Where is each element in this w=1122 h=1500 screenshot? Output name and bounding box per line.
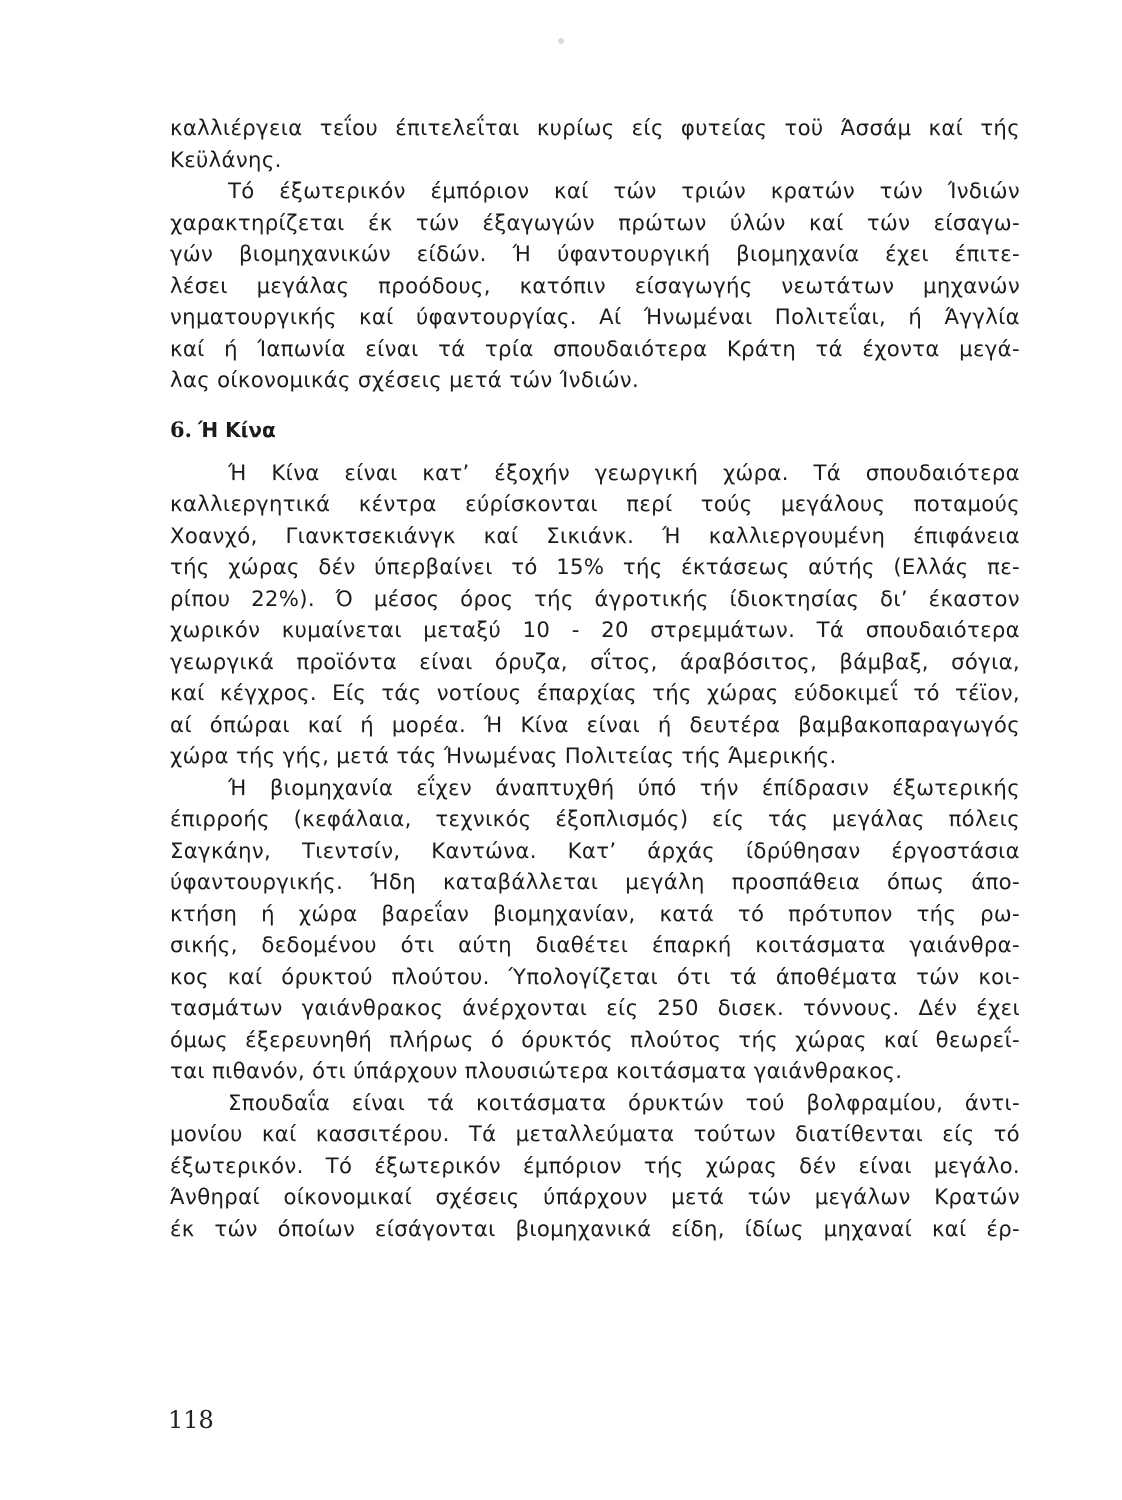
paper-speck [558,38,564,44]
section-number: 6. [170,416,192,442]
section-heading [170,405,1020,455]
text-line: καλλιεργητικά κέντρα εύρίσκονται περί τούς μεγάλους ποταμούς [170,491,1020,516]
paragraph [170,457,1020,772]
text-line: χωρικόν κυμαίνεται μεταξύ 10 - 20 στρεμμάτων. Τά σπουδαιότερα [170,617,1020,642]
text-line: τής χώρας δέν ύπερβαίνει τό 15% τής έκτάσεως αύτής (Ελλάς πε- [170,554,1020,579]
text-line: σικής, δεδομένου ότι αύτη διαθέτει έπαρκή κοιτάσματα γαιάνθρα- [170,932,1020,957]
page-number: 118 [168,1406,214,1434]
text-line: Ή βιομηχανία εΐχεν άναπτυχθή ύπό τήν έπίδρασιν έξωτερικής [228,774,1020,800]
paragraph [170,175,1020,396]
text-line: νηματουργικής καί ύφαντουργίας. Αί Ήνωμέναι Πολιτεΐαι, ή Άγγλία [170,304,1020,329]
text-line: καί ή Ίαπωνία είναι τά τρία σπουδαιότερα Κράτη τά έχοντα μεγά- [170,335,1020,361]
text-line: αί όπώραι καί ή μορέα. Ή Κίνα είναι ή δευτέρα βαμβακοπαραγωγός [170,711,1020,737]
text-line: έξωτερικόν. Τό έξωτερικόν έμπόριον τής χώρας δέν είναι μεγάλο. [170,1152,1020,1178]
paragraph [170,772,1020,1087]
body-text [170,112,1020,1244]
text-line: κτήση ή χώρα βαρεΐαν βιομηχανίαν, κατά τό πρότυπον τής ρω- [170,900,1020,926]
text-line: τασμάτων γαιάνθρακος άνέρχονται είς 250 δισεκ. τόννους. Δέν έχει [170,995,1020,1020]
text-line: Κεϋλάνης. [170,146,282,172]
text-line: καί κέγχρος. Είς τάς νοτίους έπαρχίας τής χώρας εύδοκιμεΐ τό τέϊον, [170,680,1020,705]
paragraph [170,1087,1020,1245]
section-title: Ή Κίνα [197,417,276,442]
text-line: όμως έξερευνηθή πλήρως ό όρυκτός πλούτος τής χώρας καί θεωρεΐ- [170,1026,1020,1052]
text-line: Άνθηραί οίκονομικαί σχέσεις ύπάρχουν μετά τών μεγάλων Κρατών [170,1184,1020,1209]
paragraph [170,112,1020,175]
text-line: χαρακτηρίζεται έκ τών έξαγωγών πρώτων ύλών καί τών είσαγω- [170,209,1020,235]
text-line: ρίπου 22%). Ό μέσος όρος τής άγροτικής ίδιοκτησίας δι’ έκαστον [170,585,1020,611]
text-line: Σπουδαΐα είναι τά κοιτάσματα όρυκτών τού βολφραμίου, άντι- [228,1089,1020,1115]
text-line: γεωργικά προϊόντα είναι όρυζα, σΐτος, άραβόσιτος, βάμβαξ, σόγια, [170,648,1020,674]
text-line: έπιρροής (κεφάλαια, τεχνικός έξοπλισμός) είς τάς μεγάλας πόλεις [170,806,1020,831]
text-line: μονίου καί κασσιτέρου. Τά μεταλλεύματα τούτων διατίθενται είς τό [170,1121,1020,1146]
text-line: χώρα τής γής, μετά τάς Ήνωμένας Πολιτείας τής Άμερικής. [170,743,837,768]
text-line: ύφαντουργικής. Ήδη καταβάλλεται μεγάλη προσπάθεια όπως άπο- [170,869,1020,894]
text-line: λας οίκονομικάς σχέσεις μετά τών Ίνδιών. [170,367,640,392]
text-line: Τό έξωτερικόν έμπόριον καί τών τριών κρατών τών Ίνδιών [228,178,1020,203]
text-line: Ή Κίνα είναι κατ’ έξοχήν γεωργική χώρα. Τά σπουδαιότερα [228,459,1020,485]
text-line: καλλιέργεια τεΐου έπιτελεΐται κυρίως είς φυτείας τοϋ Άσσάμ καί τής [170,115,1020,140]
text-line: Σαγκάην, Τιεντσίν, Καντώνα. Κατ’ άρχάς ίδρύθησαν έργοστάσια [170,837,1020,863]
text-line: λέσει μεγάλας προόδους, κατόπιν είσαγωγής νεωτάτων μηχανών [170,272,1020,298]
text-line: ται πιθανόν, ότι ύπάρχουν πλουσιώτερα κοιτάσματα γαιάνθρακος. [170,1058,903,1083]
text-line: κος καί όρυκτού πλούτου. Ύπολογίζεται ότι τά άποθέματα τών κοι- [170,963,1020,989]
text-line: γών βιομηχανικών είδών. Ή ύφαντουργική βιομηχανία έχει έπιτε- [170,241,1020,266]
text-line: έκ τών όποίων είσάγονται βιομηχανικά είδη, ίδίως μηχαναί καί έρ- [170,1215,1020,1241]
text-line: Χοανχό, Γιανκτσεκιάνγκ καί Σικιάνκ. Ή καλλιεργουμένη έπιφάνεια [170,522,1020,548]
